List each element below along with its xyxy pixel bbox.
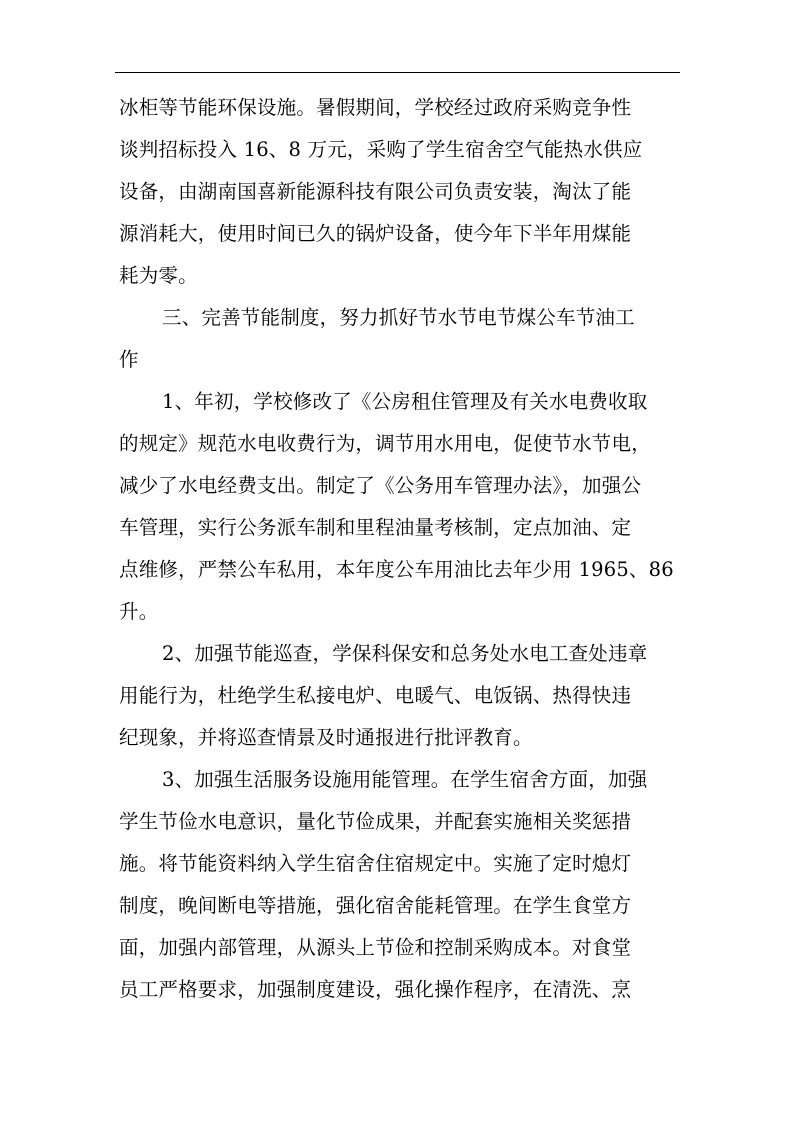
- paragraph-start-line: 3、加强生活服务设施用能管理。在学生宿舍方面，加强: [162, 768, 648, 791]
- text-line: 用能行为，杜绝学生私接电炉、电暖气、电饭锅、热得快违: [119, 684, 632, 707]
- text-line: 冰柜等节能环保设施。暑假期间，学校经过政府采购竞争性: [119, 96, 632, 119]
- text-line: 员工严格要求，加强制度建设，强化操作程序，在清洗、烹: [119, 978, 632, 1001]
- section-heading-line: 三、完善节能制度，努力抓好节水节电节煤公车节油工: [162, 306, 635, 329]
- text-line: 设备，由湖南国喜新能源科技有限公司负责安装，淘汰了能: [119, 180, 632, 203]
- text-line: 制度，晚间断电等措施，强化宿舍能耗管理。在学生食堂方: [119, 894, 632, 917]
- text-line: 车管理，实行公务派车制和里程油量考核制，定点加油、定: [119, 516, 632, 539]
- text-line: 升。: [119, 600, 159, 623]
- text-line: 耗为零。: [119, 264, 198, 287]
- text-line: 纪现象，并将巡查情景及时通报进行批评教育。: [119, 726, 533, 749]
- text-line: 面，加强内部管理，从源头上节俭和控制采购成本。对食堂: [119, 936, 632, 959]
- text-line: 点维修，严禁公车私用，本年度公车用油比去年少用 1965、86: [119, 558, 674, 581]
- text-line: 的规定》规范水电收费行为，调节用水用电，促使节水节电，: [119, 432, 651, 455]
- text-line: 源消耗大，使用时间已久的锅炉设备，使今年下半年用煤能: [119, 222, 632, 245]
- section-heading-line: 作: [119, 348, 139, 371]
- paragraph-start-line: 2、加强节能巡查，学保科保安和总务处水电工查处违章: [162, 642, 648, 665]
- text-line: 谈判招标投入 16、8 万元，采购了学生宿舍空气能热水供应: [119, 138, 643, 161]
- text-line: 减少了水电经费支出。制定了《公务用车管理办法》，加强公: [119, 474, 642, 497]
- paragraph-start-line: 1、年初，学校修改了《公房租住管理及有关水电费收取: [162, 390, 648, 413]
- text-line: 学生节俭水电意识，量化节俭成果，并配套实施相关奖惩措: [119, 810, 632, 833]
- text-line: 施。将节能资料纳入学生宿舍住宿规定中。实施了定时熄灯: [119, 852, 632, 875]
